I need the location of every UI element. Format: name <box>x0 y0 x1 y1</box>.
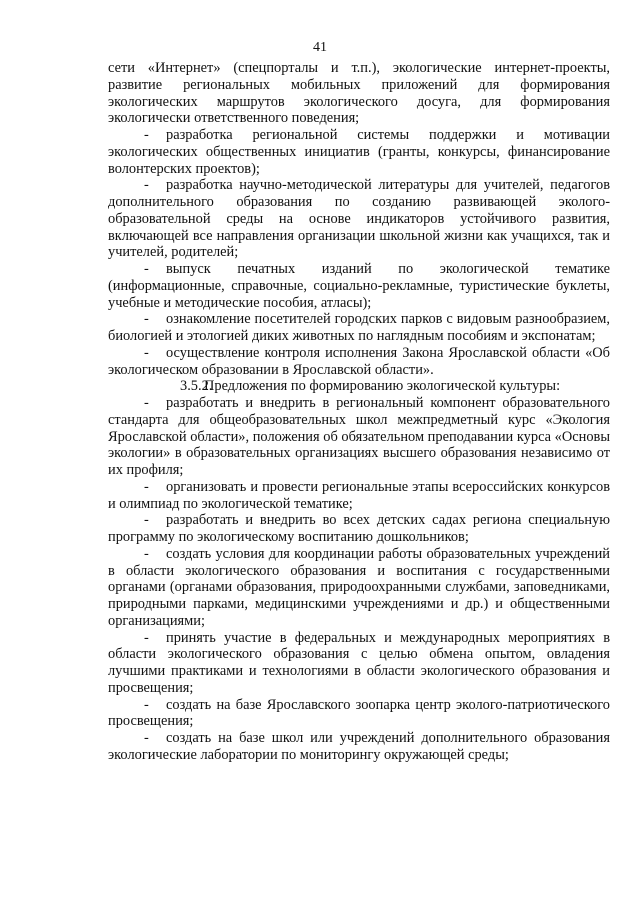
list-dash: - <box>144 344 149 361</box>
list-dash: - <box>144 478 149 495</box>
list-item-text: создать на базе школ или учреждений дополнительного образования экологические лаборатории по мониторингу окружающей среды; <box>108 730 610 763</box>
list-item <box>108 546 610 630</box>
list-item-text: осуществление контроля исполнения Закона Ярославской области «Об экологическом образовании в Ярославской области». <box>108 344 610 378</box>
list-dash: - <box>144 311 149 328</box>
list-item <box>108 630 610 697</box>
list-item-text: создать на базе Ярославского зоопарка центр эколого-патриотического просвещения; <box>108 696 610 730</box>
list-dash: - <box>144 395 149 411</box>
list-dash: - <box>144 261 149 277</box>
list-item-text: разработка научно-методической литературы для учителей, педагогов дополнительного образования по созданию развивающей эколого-образовательной среды на основе индикаторов устойчивого развития, включающей все направления организации школьной жизни как учащихся, так и учителей, родителей; <box>108 177 610 261</box>
list-item <box>108 395 610 479</box>
list-item <box>108 479 610 513</box>
list-item-text: разработать и внедрить во всех детских садах региона специальную программу по экологическому воспитанию дошкольников; <box>108 512 610 545</box>
list-item <box>108 697 610 731</box>
section-heading <box>108 378 610 395</box>
list-dash: - <box>144 629 149 646</box>
list-dash: - <box>144 545 149 562</box>
list-item-text: создать условия для координации работы образовательных учреждений в области экологического образования и воспитания с государственными органами (органами образования, природоохранными службами, заповедниками, природными парками, медицинскими учреждениями и др.) и общественными организациями; <box>108 545 610 629</box>
list-item-text: разработка региональной системы поддержки и мотивации экологических общественных инициатив (гранты, конкурсы, финансирование волонтерских проектов); <box>108 127 610 177</box>
list-item <box>108 311 610 345</box>
document-body <box>108 60 610 764</box>
paragraph-text: сети «Интернет» (спецпорталы и т.п.), экологические интернет-проекты, развитие региональных мобильных приложений для формирования экологических маршрутов экологического досуга, для формирования экологически ответственного поведения; <box>108 60 610 127</box>
list-item-text: разработать и внедрить в региональный компонент образовательного стандарта для общеобразовательных школ межпредметный курс «Экология Ярославской области», положения об обязательном преподавании курса «Основы экологии» в образовательных организациях высшего образования независимо от их профиля; <box>108 395 610 478</box>
list-item <box>108 177 610 261</box>
page-number: 41 <box>313 40 327 55</box>
section-title: Предложения по формированию экологической культуры: <box>204 378 561 395</box>
list-dash: - <box>144 696 149 713</box>
list-item-text: выпуск печатных изданий по экологической тематике (информационные, справочные, социально-рекламные, туристические буклеты, учебные и методические пособия, атласы); <box>108 261 610 311</box>
list-item-text: принять участие в федеральных и международных мероприятиях в области экологического образования с целью обмена опытом, овладения лучшими практиками и технологиями в области экологического образования и просвещения; <box>108 629 610 696</box>
list-item-text: ознакомление посетителей городских парков с видовым разнообразием, биологией и этологией диких животных по наглядным пособиям и экспонатам; <box>108 311 610 344</box>
list-item <box>108 512 610 546</box>
list-dash: - <box>144 127 149 143</box>
list-item <box>108 127 610 177</box>
list-item-text: организовать и провести региональные этапы всероссийских конкурсов и олимпиад по экологической тематике; <box>108 478 610 512</box>
list-dash: - <box>144 512 149 529</box>
list-dash: - <box>144 730 149 746</box>
list-dash: - <box>144 177 149 194</box>
list-item <box>108 345 610 379</box>
paragraph-continuation <box>108 60 610 127</box>
list-item <box>108 261 610 311</box>
list-item <box>108 730 610 764</box>
section-number: 3.5.2. <box>180 378 213 395</box>
